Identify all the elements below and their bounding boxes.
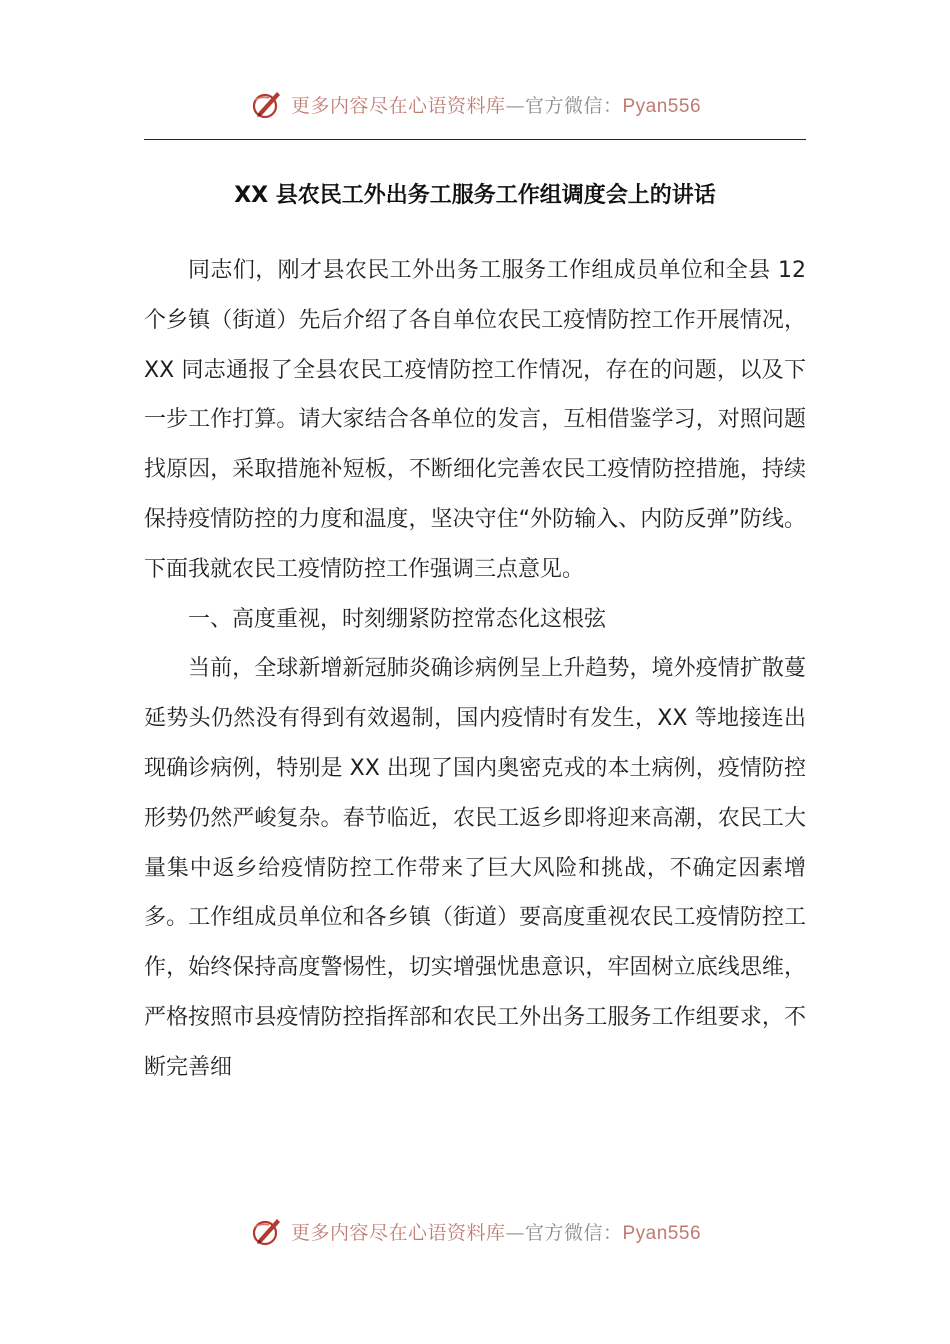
paragraph-intro: 同志们，刚才县农民工外出务工服务工作组成员单位和全县 12 个乡镇（街道）先后介绍了各自单位农民工疫情防控工作开展情况，XX 同志通报了全县农民工疫情防控工作情况，存在的问题，以及下一步工作打算。请大家结合各单位的发言，互相借鉴学习，对照问题找原因，采取措施补短板，不断细化完善农民工疫情防控措施，持续保持疫情防控的力度和温度，坚决守住“外防输入、内防反弹”防线。下面我就农民工疫情防控工作强调三点意见。 <box>144 258 806 582</box>
header-banner <box>0 82 950 126</box>
footer-banner-id: Pyan556 <box>622 1222 702 1244</box>
header-banner-id: Pyan556 <box>622 95 702 117</box>
paragraph-section-1: 当前，全球新增新冠肺炎确诊病例呈上升趋势，境外疫情扩散蔓延势头仍然没有得到有效遏制，国内疫情时有发生，XX 等地接连出现确诊病例，特别是 XX 出现了国内奥密克戎的本土病例，疫情防控形势仍然严峻复杂。春节临近，农民工返乡即将迎来高潮，农民工大量集中返乡给疫情防控工作带来了巨大风险和挑战，不确定因素增多。工作组成员单位和各乡镇（街道）要高度重视农民工疫情防控工作，始终保持高度警惕性，切实增强忧患意识，牢固树立底线思维，严格按照市县疫情防控指挥部和农民工外出务工服务工作组要求，不断完善细 <box>144 656 806 1080</box>
header-banner-sep: — <box>505 94 525 117</box>
pen-logo-icon <box>249 1213 285 1249</box>
header-divider <box>144 139 806 140</box>
pen-logo-icon <box>249 86 285 122</box>
document-body <box>144 246 806 1093</box>
footer-banner-wx: 官方微信： <box>524 1221 623 1244</box>
header-banner-text <box>291 91 701 118</box>
document-title: XX 县农民工外出务工服务工作组调度会上的讲话 <box>234 183 716 208</box>
footer-banner-main: 更多内容尽在心语资料库 <box>290 1221 506 1244</box>
header-banner-inner <box>249 86 701 122</box>
footer-banner-inner <box>249 1213 701 1249</box>
footer-banner-text <box>291 1218 701 1245</box>
header-banner-main: 更多内容尽在心语资料库 <box>290 94 506 117</box>
footer-banner-sep: — <box>505 1221 525 1244</box>
footer-banner <box>0 1209 950 1253</box>
section-heading-1: 一、高度重视，时刻绷紧防控常态化这根弦 <box>188 606 607 632</box>
header-banner-wx: 官方微信： <box>524 94 623 117</box>
